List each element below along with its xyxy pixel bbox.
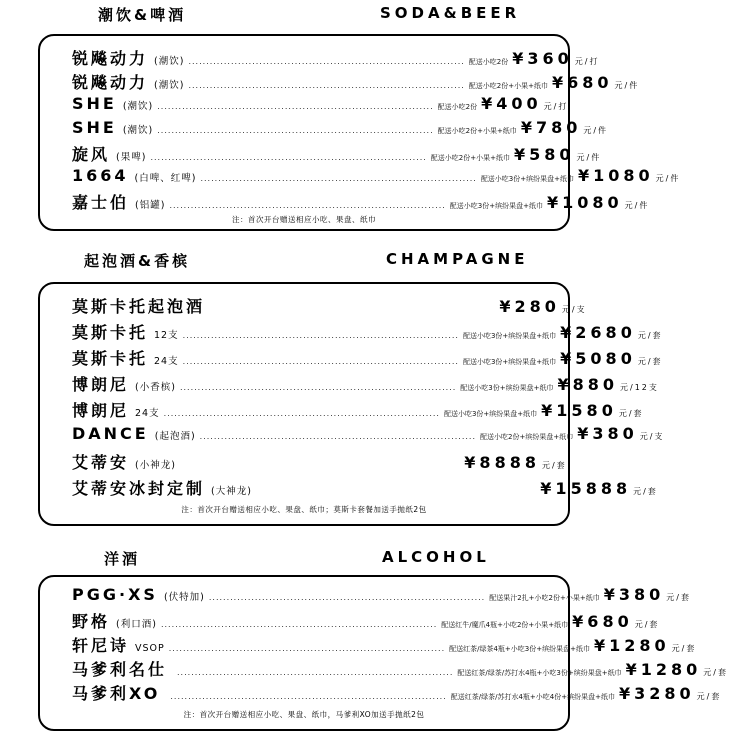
item-name: PGG·XS [72, 585, 158, 604]
item-price: ¥580 [513, 145, 575, 164]
item-sub: 12支 [154, 330, 179, 341]
dot-leader: .............................................................................. [170, 692, 447, 701]
item-name: 锐飚动力 [72, 73, 149, 92]
item-price: ¥380 [603, 585, 665, 604]
menu-item [72, 190, 650, 214]
item-unit: 元/件 [576, 153, 602, 162]
item-sub: (小神龙) [135, 460, 176, 471]
item-name: 博朗尼 [72, 375, 130, 394]
item-sub: (潮饮) [154, 56, 185, 67]
item-unit: 元/套 [633, 487, 658, 496]
item-unit: 元/套 [541, 461, 567, 470]
menu-box-alcohol [38, 575, 728, 731]
item-desc: 配送红牛/魔爪4瓶+小吃2份+小果+纸巾 [441, 621, 569, 629]
dot-leader: .............................................................................. [150, 153, 427, 162]
item-sub: (潮饮) [154, 80, 185, 91]
dot-leader: .............................................................................. [200, 174, 477, 183]
item-unit: 元/套 [703, 668, 728, 677]
item-price: ¥880 [557, 375, 619, 394]
item-price: ¥400 [481, 94, 542, 113]
item-name: 1664 [72, 166, 129, 185]
menu-item [72, 142, 602, 166]
item-desc: 配送小吃2份+小果+纸巾 [468, 82, 548, 90]
menu-item [72, 681, 722, 705]
item-desc: 配送小吃3份+缤纷果盘+纸巾 [460, 384, 554, 392]
section-note: 注：首次开台赠送相应小吃、果盘、纸巾，马爹利XO加送手抛纸2包 [183, 710, 425, 719]
section-note: 注：首次开台赠送相应小吃、果盘、纸巾 [232, 215, 376, 224]
menu-item [72, 633, 697, 657]
item-sub: (潮饮) [122, 125, 154, 136]
menu-item [72, 320, 663, 344]
item-desc: 配送果汁2扎+小吃2份+小果+纸巾 [489, 594, 600, 602]
item-name: 轩尼诗 [72, 636, 130, 655]
item-unit: 元/件 [614, 81, 640, 90]
item-sub: (潮饮) [122, 101, 154, 112]
dot-leader: .............................................................................. [208, 593, 486, 602]
menu-item [72, 450, 567, 474]
item-unit: 元/支 [561, 305, 587, 314]
menu-item [72, 46, 600, 70]
item-desc: 配送小吃2份 [468, 58, 509, 66]
item-unit: 元/打 [574, 57, 600, 66]
menu-item [72, 70, 640, 94]
item-sub: VSOP [135, 643, 165, 654]
menu-item [72, 372, 659, 396]
item-name: 博朗尼 [72, 401, 130, 420]
item-name: DANCE [72, 424, 149, 443]
dot-leader [215, 305, 491, 314]
item-name: 嘉士伯 [72, 193, 130, 212]
item-unit: 元/套 [666, 593, 691, 602]
item-name: 艾蒂安冰封定制 [72, 479, 206, 498]
item-price: ¥1080 [546, 193, 623, 212]
item-desc: 配送红茶/绿茶/苏打水4瓶+小吃3份+缤纷果盘+纸巾 [457, 669, 622, 677]
item-name: SHE [72, 94, 117, 113]
item-desc: 配送小吃3份+缤纷果盘+纸巾 [480, 175, 574, 183]
item-desc: 配送小吃3份+缤纷果盘+纸巾 [462, 358, 557, 366]
item-unit: 元/支 [639, 432, 665, 441]
item-unit: 元/件 [583, 126, 609, 135]
item-name: 马爹利名仕 [72, 660, 168, 679]
item-price: ¥15888 [540, 479, 632, 498]
menu-item [72, 657, 728, 681]
dot-leader: .............................................................................. [188, 57, 465, 66]
dot-leader: .............................................................................. [179, 383, 457, 392]
item-price: ¥1280 [594, 636, 670, 655]
dot-leader: .............................................................................. [157, 126, 434, 135]
item-price: ¥360 [512, 49, 573, 68]
item-sub: (伏特加) [163, 592, 205, 603]
item-price: ¥380 [577, 424, 638, 443]
menu-item [72, 476, 658, 500]
item-unit: 元/套 [671, 644, 697, 653]
item-sub: 24支 [135, 408, 160, 419]
item-desc: 配送红茶/绿茶/苏打水4瓶+小吃4份+缤纷果盘+纸巾 [450, 693, 615, 701]
menu-item [72, 294, 587, 318]
menu-item [72, 398, 644, 422]
item-name: 艾蒂安 [72, 453, 130, 472]
item-unit: 元/套 [618, 409, 644, 418]
item-desc: 配送小吃3份+缤纷果盘+纸巾 [443, 410, 538, 418]
section-title-cn: 洋酒 [104, 550, 141, 568]
item-desc: 配送小吃2份 [437, 103, 478, 111]
section-title-en: SODA&BEER [380, 4, 521, 22]
item-desc: 配送小吃2份+小果+纸巾 [437, 127, 517, 135]
dot-leader: .............................................................................. [168, 644, 446, 653]
menu-item [72, 424, 665, 448]
dot-leader: .............................................................................. [182, 357, 459, 366]
item-sub: (大神龙) [211, 486, 252, 497]
menu-item [72, 585, 691, 609]
item-sub: (果啤) [116, 152, 147, 163]
item-name: 野格 [72, 612, 111, 631]
item-name: 莫斯卡托起泡酒 [72, 297, 206, 316]
item-name: 莫斯卡托 [72, 323, 149, 342]
item-price: ¥1280 [625, 660, 702, 679]
menu-item [72, 94, 569, 118]
item-desc: 配送小吃2份+小果+纸巾 [430, 154, 510, 162]
item-sub: (铝罐) [135, 200, 166, 211]
item-sub: (起泡酒) [154, 431, 196, 442]
item-unit: 元/套 [637, 331, 663, 340]
item-name: 马爹利XO [72, 684, 161, 703]
item-unit: 元/套 [637, 357, 663, 366]
item-price: ¥1580 [541, 401, 617, 420]
menu-box-champagne [38, 282, 665, 526]
item-sub: (小香槟) [135, 382, 176, 393]
dot-leader: .............................................................................. [182, 331, 459, 340]
dot-leader: .............................................................................. [169, 201, 446, 210]
item-price: ¥780 [520, 118, 582, 137]
dot-leader: .............................................................................. [199, 432, 477, 441]
dot-leader: .............................................................................. [177, 668, 454, 677]
item-price: ¥3280 [618, 684, 695, 703]
item-sub: (白啤、红啤) [134, 173, 197, 184]
item-unit: 元/件 [624, 201, 650, 210]
item-name: 莫斯卡托 [72, 349, 149, 368]
item-unit: 元/件 [655, 174, 681, 183]
dot-leader: .............................................................................. [163, 409, 440, 418]
item-price: ¥2680 [560, 323, 636, 342]
item-price: ¥680 [551, 73, 613, 92]
section-title-en: ALCOHOL [382, 548, 490, 566]
menu-item [72, 166, 681, 190]
menu-item [72, 346, 663, 370]
item-name: SHE [72, 118, 117, 137]
item-unit: 元/12支 [620, 383, 659, 392]
item-unit: 元/套 [696, 692, 722, 701]
dot-leader [256, 487, 532, 496]
item-price: ¥8888 [464, 453, 540, 472]
dot-leader [180, 461, 456, 470]
item-unit: 元/打 [543, 102, 569, 111]
item-desc: 配送小吃2份+缤纷果盘+纸巾 [480, 433, 574, 441]
item-price: ¥280 [499, 297, 560, 316]
item-name: 锐飚动力 [72, 49, 149, 68]
item-desc: 配送小吃3份+缤纷果盘+纸巾 [449, 202, 543, 210]
item-desc: 配送小吃3份+缤纷果盘+纸巾 [462, 332, 557, 340]
menu-item [72, 609, 660, 633]
item-price: ¥5080 [560, 349, 636, 368]
section-note: 注：首次开台赠送相应小吃、果盘、纸巾；莫斯卡套餐加送手抛纸2包 [181, 505, 427, 514]
item-price: ¥1080 [578, 166, 654, 185]
menu-box-soda-beer [38, 34, 681, 231]
item-sub: 24支 [154, 356, 179, 367]
section-title-en: CHAMPAGNE [386, 250, 529, 268]
item-name: 旋风 [72, 145, 111, 164]
item-price: ¥680 [572, 612, 633, 631]
item-sub: (利口酒) [116, 619, 157, 630]
menu-item [72, 118, 609, 142]
dot-leader: .............................................................................. [157, 102, 434, 111]
item-unit: 元/套 [634, 620, 660, 629]
section-title-cn: 潮饮&啤酒 [98, 6, 187, 24]
dot-leader: .............................................................................. [188, 81, 465, 90]
dot-leader: .............................................................................. [160, 620, 438, 629]
section-title-cn: 起泡酒&香槟 [84, 252, 191, 270]
item-desc: 配送红茶/绿茶4瓶+小吃3份+缤纷果盘+纸巾 [449, 645, 590, 653]
